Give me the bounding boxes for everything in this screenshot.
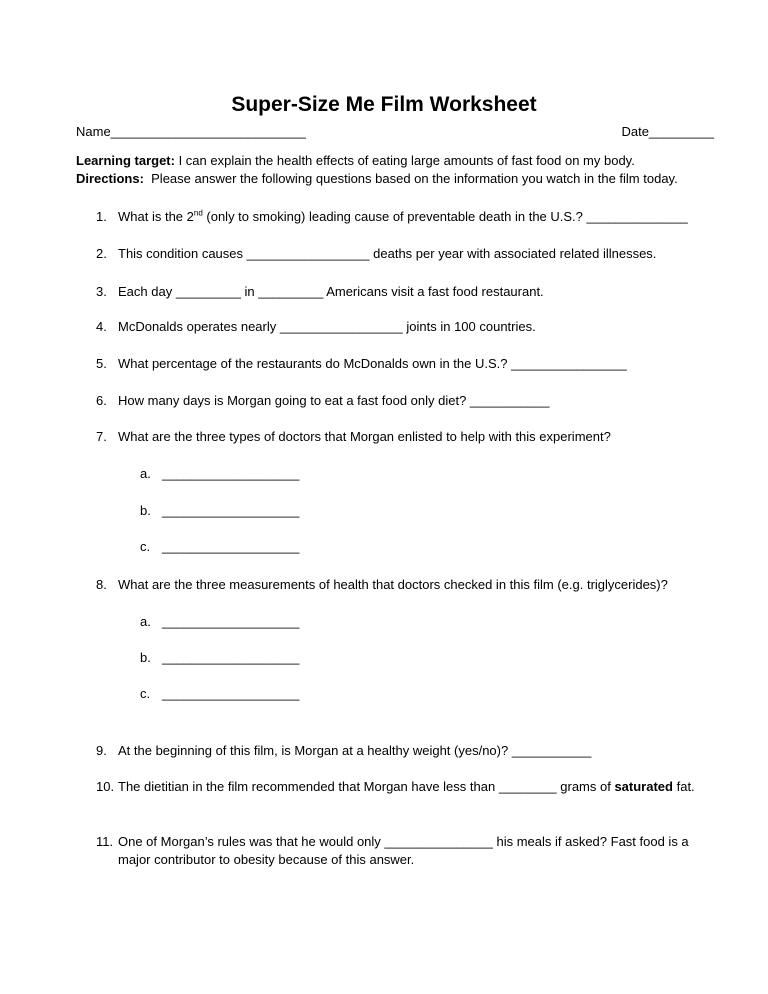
learning-target (76, 153, 635, 169)
question-8-answer-c (140, 685, 299, 703)
question-8-answer-b (140, 649, 299, 667)
answer-blank: ___________________ (162, 503, 300, 518)
answer-letter: a. (140, 466, 151, 481)
question-number: 11. (96, 834, 114, 849)
name-field: Name___________________________ (76, 124, 306, 139)
question-11 (96, 833, 721, 869)
question-5 (96, 355, 721, 373)
ordinal-superscript: nd (193, 208, 203, 218)
question-number: 4. (96, 319, 107, 334)
question-4 (96, 318, 721, 336)
question-1 (96, 208, 721, 226)
question-text: Each day _________ in _________ Americans visit a fast food restaurant. (118, 284, 544, 299)
question-text: How many days is Morgan going to eat a fast food only diet? ___________ (118, 393, 550, 408)
question-number: 3. (96, 284, 107, 299)
question-number: 8. (96, 577, 107, 592)
answer-blank: ___________________ (162, 466, 300, 481)
question-number: 6. (96, 393, 107, 408)
question-text (118, 778, 721, 796)
question-text-part: fat. (672, 779, 695, 794)
question-8-answer-a (140, 613, 299, 631)
question-3 (96, 283, 721, 301)
question-text: This condition causes _________________ deaths per year with associated related illnesses. (118, 246, 657, 261)
question-number: 10. (96, 779, 115, 794)
answer-blank: ___________________ (162, 650, 300, 665)
question-number: 5. (96, 356, 107, 371)
answer-letter: c. (140, 539, 151, 554)
question-6 (96, 392, 721, 410)
directions-label: Directions: (76, 171, 144, 186)
answer-letter: c. (140, 686, 151, 701)
question-8 (96, 576, 721, 594)
answer-letter: b. (140, 503, 151, 518)
question-number: 1. (96, 209, 107, 224)
emphasis-saturated: saturated (614, 779, 673, 794)
question-number: 7. (96, 429, 107, 444)
question-number: 2. (96, 246, 107, 261)
answer-blank: ___________________ (162, 539, 300, 554)
learning-target-label: Learning target: (76, 153, 175, 168)
question-7-answer-b (140, 502, 299, 520)
question-7 (96, 428, 721, 446)
answer-blank: ___________________ (162, 686, 300, 701)
question-text-part: What is the 2 (118, 209, 194, 224)
question-2 (96, 245, 721, 263)
question-9 (96, 742, 721, 760)
question-text: One of Morgan’s rules was that he would only _______________ his meals if asked? Fast food is a major contributor to obesity because of this answer. (118, 834, 689, 867)
question-text-part: (only to smoking) leading cause of preventable death in the U.S.? ______________ (202, 209, 688, 224)
date-field: Date_________ (621, 124, 714, 139)
question-text: At the beginning of this film, is Morgan at a healthy weight (yes/no)? ___________ (118, 743, 592, 758)
question-7-answer-a (140, 465, 299, 483)
answer-letter: b. (140, 650, 151, 665)
question-10 (96, 778, 721, 796)
question-text: What are the three measurements of health that doctors checked in this film (e.g. triglycerides)? (118, 577, 668, 592)
answer-letter: a. (140, 614, 151, 629)
answer-blank: ___________________ (162, 614, 300, 629)
question-text: McDonalds operates nearly _________________ joints in 100 countries. (118, 319, 536, 334)
question-text-part: The dietitian in the film recommended that Morgan have less than ________ grams of (118, 779, 615, 794)
question-text: What percentage of the restaurants do McDonalds own in the U.S.? ________________ (118, 356, 627, 371)
question-7-answer-c (140, 538, 299, 556)
directions-text: Please answer the following questions based on the information you watch in the film today. (143, 171, 678, 186)
question-text (118, 208, 721, 226)
directions (76, 171, 678, 187)
page-title: Super-Size Me Film Worksheet (231, 93, 537, 116)
question-text: What are the three types of doctors that Morgan enlisted to help with this experiment? (118, 429, 611, 444)
learning-target-text: I can explain the health effects of eating large amounts of fast food on my body. (174, 153, 635, 168)
question-number: 9. (96, 743, 107, 758)
